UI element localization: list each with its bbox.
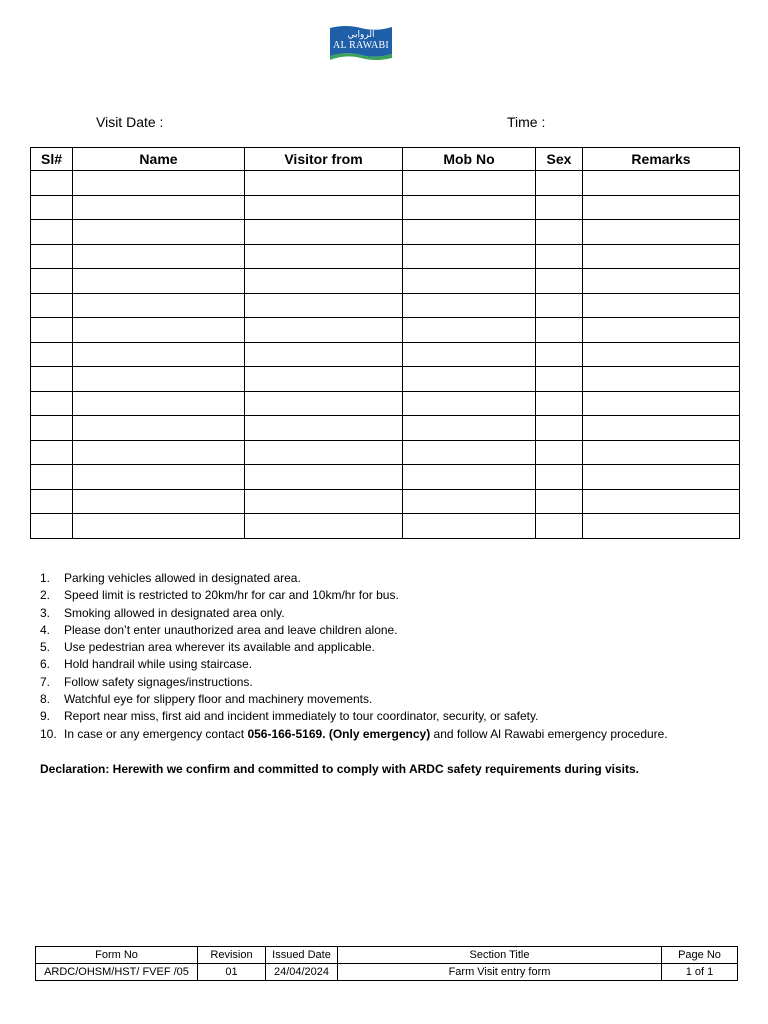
table-row xyxy=(31,465,740,490)
rule-item xyxy=(40,570,740,587)
header-mob-no: Mob No xyxy=(403,148,536,171)
cell-sex xyxy=(536,440,583,465)
cell-remarks xyxy=(583,416,740,441)
cell-name xyxy=(73,220,245,245)
cell-remarks xyxy=(583,171,740,196)
cell-visitor-from xyxy=(245,367,403,392)
cell-mob-no xyxy=(403,269,536,294)
cell-name xyxy=(73,195,245,220)
cell-sl xyxy=(31,318,73,343)
al-rawabi-logo xyxy=(328,24,394,62)
cell-remarks xyxy=(583,367,740,392)
footer-form-no: ARDC/OHSM/HST/ FVEF /05 xyxy=(36,964,198,981)
table-row xyxy=(31,367,740,392)
rule-item xyxy=(40,639,740,656)
header-remarks: Remarks xyxy=(583,148,740,171)
cell-visitor-from xyxy=(245,171,403,196)
form-footer-table xyxy=(35,946,738,981)
cell-sl xyxy=(31,171,73,196)
cell-mob-no xyxy=(403,318,536,343)
cell-remarks xyxy=(583,489,740,514)
footer-section-title: Farm Visit entry form xyxy=(338,964,662,981)
cell-sex xyxy=(536,391,583,416)
cell-mob-no xyxy=(403,342,536,367)
cell-sl xyxy=(31,391,73,416)
cell-remarks xyxy=(583,195,740,220)
cell-sex xyxy=(536,293,583,318)
rule-text: In case or any emergency contact xyxy=(64,726,248,741)
cell-remarks xyxy=(583,391,740,416)
cell-sl xyxy=(31,416,73,441)
cell-remarks xyxy=(583,244,740,269)
rule-number: 1. xyxy=(40,571,51,585)
cell-visitor-from xyxy=(245,318,403,343)
table-row xyxy=(31,269,740,294)
rule-item xyxy=(40,587,740,604)
header-name: Name xyxy=(73,148,245,171)
cell-sl xyxy=(31,489,73,514)
cell-sl xyxy=(31,440,73,465)
cell-mob-no xyxy=(403,465,536,490)
cell-name xyxy=(73,465,245,490)
cell-sex xyxy=(536,367,583,392)
cell-mob-no xyxy=(403,220,536,245)
cell-sl xyxy=(31,514,73,539)
table-row xyxy=(31,514,740,539)
cell-sl xyxy=(31,367,73,392)
table-row xyxy=(31,244,740,269)
emergency-phone: 056-166-5169. xyxy=(247,726,326,741)
rule-number: 2. xyxy=(40,588,51,603)
table-row xyxy=(31,440,740,465)
rule-text: Report near miss, first aid and incident immediately to tour coordinator, security, or safety. xyxy=(64,709,539,724)
cell-mob-no xyxy=(403,195,536,220)
table-row xyxy=(31,391,740,416)
cell-sex xyxy=(536,195,583,220)
cell-remarks xyxy=(583,440,740,465)
cell-remarks xyxy=(583,465,740,490)
header-sl: Sl# xyxy=(31,148,73,171)
cell-mob-no xyxy=(403,367,536,392)
cell-remarks xyxy=(583,514,740,539)
rule-text: Use pedestrian area wherever its available and applicable. xyxy=(64,640,375,655)
visitor-table xyxy=(30,147,740,539)
cell-sex xyxy=(536,416,583,441)
header-visitor-from: Visitor from xyxy=(245,148,403,171)
rule-item xyxy=(40,605,740,622)
rule-text: Speed limit is restricted to 20km/hr for car and 10km/hr for bus. xyxy=(64,588,399,603)
cell-visitor-from xyxy=(245,391,403,416)
cell-visitor-from xyxy=(245,269,403,294)
logo-english-text: AL RAWABI xyxy=(333,40,389,51)
cell-mob-no xyxy=(403,171,536,196)
declaration-text: Declaration: Herewith we confirm and committed to comply with ARDC safety requirements during visits. xyxy=(40,762,639,776)
cell-sl xyxy=(31,465,73,490)
rule-item xyxy=(40,622,740,639)
table-row xyxy=(31,416,740,441)
cell-visitor-from xyxy=(245,440,403,465)
cell-sex xyxy=(536,269,583,294)
cell-sl xyxy=(31,293,73,318)
footer-form-no-label: Form No xyxy=(36,947,198,964)
rule-item-emergency xyxy=(40,726,740,743)
rule-item xyxy=(40,656,740,673)
visit-time-label: Time : xyxy=(507,114,546,130)
cell-name xyxy=(73,293,245,318)
rule-text: Smoking allowed in designated area only. xyxy=(64,605,285,620)
cell-sex xyxy=(536,318,583,343)
cell-sex xyxy=(536,514,583,539)
rule-item xyxy=(40,691,740,708)
footer-header-row xyxy=(36,947,738,964)
rule-text: Parking vehicles allowed in designated area. xyxy=(64,571,301,585)
cell-mob-no xyxy=(403,244,536,269)
rule-text-suffix: and follow Al Rawabi emergency procedure. xyxy=(430,726,668,741)
cell-name xyxy=(73,269,245,294)
table-row xyxy=(31,195,740,220)
rule-item xyxy=(40,708,740,725)
cell-sex xyxy=(536,342,583,367)
cell-name xyxy=(73,318,245,343)
cell-sl xyxy=(31,220,73,245)
table-row xyxy=(31,318,740,343)
visit-date-label: Visit Date : xyxy=(96,114,164,130)
cell-remarks xyxy=(583,269,740,294)
footer-issued-date-label: Issued Date xyxy=(266,947,338,964)
cell-name xyxy=(73,367,245,392)
rule-number: 5. xyxy=(40,640,51,655)
footer-revision: 01 xyxy=(198,964,266,981)
cell-mob-no xyxy=(403,514,536,539)
rule-number: 6. xyxy=(40,657,51,672)
cell-visitor-from xyxy=(245,293,403,318)
cell-mob-no xyxy=(403,489,536,514)
emergency-note: (Only emergency) xyxy=(325,726,431,741)
rule-number: 4. xyxy=(40,622,51,637)
cell-name xyxy=(73,489,245,514)
cell-remarks xyxy=(583,220,740,245)
cell-visitor-from xyxy=(245,514,403,539)
cell-sex xyxy=(536,244,583,269)
rule-item xyxy=(40,674,740,691)
cell-visitor-from xyxy=(245,342,403,367)
cell-sex xyxy=(536,171,583,196)
footer-issued-date: 24/04/2024 xyxy=(266,964,338,981)
cell-visitor-from xyxy=(245,220,403,245)
cell-name xyxy=(73,391,245,416)
cell-name xyxy=(73,342,245,367)
cell-remarks xyxy=(583,342,740,367)
rule-number: 8. xyxy=(40,692,51,707)
footer-revision-label: Revision xyxy=(198,947,266,964)
footer-value-row xyxy=(36,964,738,981)
rule-text: Watchful eye for slippery floor and machinery movements. xyxy=(64,692,373,707)
rule-text: Follow safety signages/instructions. xyxy=(64,674,253,689)
cell-mob-no xyxy=(403,391,536,416)
rule-number: 9. xyxy=(40,709,51,724)
cell-remarks xyxy=(583,293,740,318)
cell-visitor-from xyxy=(245,489,403,514)
cell-name xyxy=(73,514,245,539)
cell-name xyxy=(73,171,245,196)
cell-remarks xyxy=(583,318,740,343)
table-row xyxy=(31,293,740,318)
visitor-table-header xyxy=(31,148,740,171)
rule-number: 7. xyxy=(40,674,51,689)
footer-page-no: 1 of 1 xyxy=(662,964,738,981)
cell-visitor-from xyxy=(245,416,403,441)
logo-arabic-text: الروابي xyxy=(347,30,375,40)
safety-rules-list xyxy=(40,570,740,743)
rule-number: 10. xyxy=(40,726,57,741)
rule-text: Hold handrail while using staircase. xyxy=(64,657,253,672)
rule-text: Please don’t enter unauthorized area and leave children alone. xyxy=(64,622,398,637)
table-row xyxy=(31,489,740,514)
table-row xyxy=(31,342,740,367)
cell-sl xyxy=(31,342,73,367)
footer-page-no-label: Page No xyxy=(662,947,738,964)
cell-visitor-from xyxy=(245,465,403,490)
cell-sl xyxy=(31,195,73,220)
cell-sex xyxy=(536,220,583,245)
cell-sl xyxy=(31,244,73,269)
cell-name xyxy=(73,440,245,465)
cell-mob-no xyxy=(403,440,536,465)
header-sex: Sex xyxy=(536,148,583,171)
table-row xyxy=(31,220,740,245)
cell-visitor-from xyxy=(245,244,403,269)
table-row xyxy=(31,171,740,196)
cell-name xyxy=(73,244,245,269)
cell-sex xyxy=(536,489,583,514)
cell-sex xyxy=(536,465,583,490)
cell-mob-no xyxy=(403,293,536,318)
footer-section-title-label: Section Title xyxy=(338,947,662,964)
cell-name xyxy=(73,416,245,441)
cell-visitor-from xyxy=(245,195,403,220)
rule-number: 3. xyxy=(40,605,51,620)
cell-sl xyxy=(31,269,73,294)
cell-mob-no xyxy=(403,416,536,441)
